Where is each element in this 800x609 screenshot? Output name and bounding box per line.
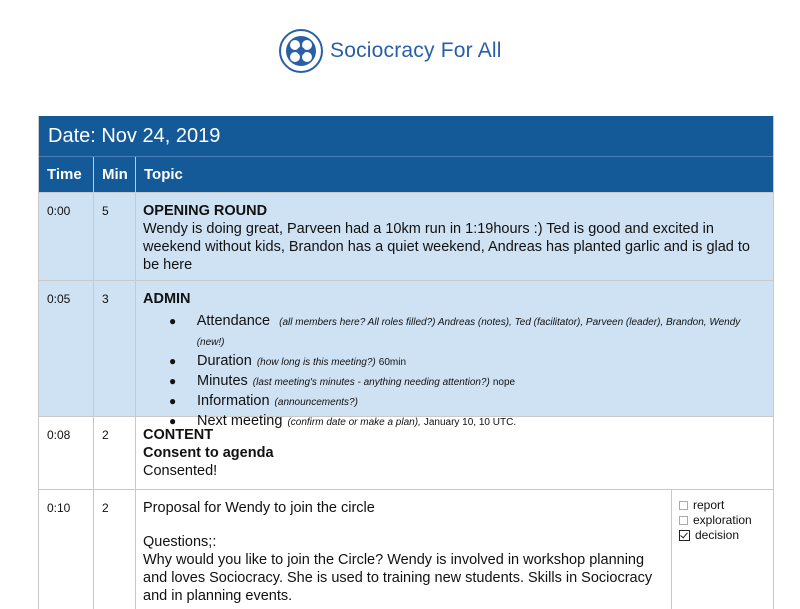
item-detail: (announcements?) <box>274 397 358 408</box>
logo <box>278 28 502 74</box>
table-header <box>39 157 773 192</box>
bullet-icon: ● <box>169 354 177 368</box>
table-row <box>39 280 773 429</box>
row-time: 0:08 <box>39 417 94 489</box>
logo-text: Sociocracy For All <box>330 39 502 62</box>
row-min: 2 <box>94 490 136 609</box>
row-time: 0:00 <box>39 193 94 280</box>
header-topic: Topic <box>144 166 183 183</box>
row-topic <box>136 417 773 489</box>
item-title: Information <box>197 393 270 409</box>
list-item <box>169 312 765 352</box>
row-body: Consented! <box>143 463 218 479</box>
row-time: 0:10 <box>39 490 94 609</box>
row-title: CONTENT <box>143 427 214 443</box>
row-subtitle: Consent to agenda <box>143 445 274 461</box>
checkbox-icon[interactable] <box>679 501 688 510</box>
proposal-cell <box>136 490 672 609</box>
item-detail: (how long is this meeting?) <box>256 357 376 368</box>
item-title: Minutes <box>197 373 248 389</box>
list-item <box>169 372 765 392</box>
questions-label: Questions;: <box>143 534 217 550</box>
table-row <box>39 416 773 489</box>
row-time: 0:05 <box>39 281 94 416</box>
type-options <box>672 490 773 609</box>
admin-list <box>143 312 765 432</box>
row-title: OPENING ROUND <box>143 203 268 219</box>
header-min: Min <box>94 157 136 192</box>
table-row <box>39 489 773 609</box>
item-detail: (confirm date or make a plan), <box>287 417 421 428</box>
option-decision[interactable] <box>679 528 773 543</box>
row-min: 3 <box>94 281 136 416</box>
row-min: 5 <box>94 193 136 280</box>
list-item <box>169 352 765 372</box>
bullet-icon: ● <box>169 374 177 388</box>
bullet-icon: ● <box>169 414 177 428</box>
table-row <box>39 192 773 280</box>
row-topic <box>136 281 773 429</box>
item-title: Attendance <box>196 313 271 329</box>
option-label: exploration <box>693 513 752 527</box>
option-label: report <box>693 498 725 512</box>
item-answer: nope <box>492 377 516 388</box>
item-title: Next meeting <box>197 413 283 429</box>
date-heading: Date: Nov 24, 2019 <box>39 116 773 157</box>
bullet-icon: ● <box>169 394 177 408</box>
row-body: Why would you like to join the Circle? Wendy is involved in workshop planning and loves Sociocracy. She is used to training new students. Skills in Sociocracy and in planning events. <box>143 552 653 604</box>
item-detail: (last meeting's minutes - anything needing attention?) <box>252 377 490 388</box>
row-min: 2 <box>94 417 136 489</box>
agenda-table <box>38 116 774 609</box>
item-title: Duration <box>197 353 252 369</box>
checkbox-icon[interactable] <box>679 516 688 525</box>
list-item <box>169 392 765 412</box>
row-title: ADMIN <box>143 291 191 307</box>
item-detail: (all members here? All roles filled?) Andreas (notes), Ted (facilitator), Parveen (leader), Brandon, Wendy (new!) <box>196 317 741 348</box>
row-body: Wendy is doing great, Parveen had a 10km run in 1:19hours :) Ted is good and excited in weekend without kids, Brandon has a quiet weekend, Andreas has planted garlic and is glad to be here <box>143 221 750 273</box>
sociocracy-logo-icon <box>278 28 324 74</box>
option-report[interactable] <box>679 498 773 513</box>
option-exploration[interactable] <box>679 513 773 528</box>
header-time: Time <box>39 157 94 192</box>
item-answer: January 10, 10 UTC. <box>423 417 517 428</box>
checkbox-checked-icon[interactable] <box>679 530 690 541</box>
row-topic <box>136 490 773 609</box>
option-label: decision <box>695 528 740 542</box>
row-title: Proposal for Wendy to join the circle <box>143 500 375 516</box>
row-topic <box>136 193 773 280</box>
item-answer: 60min <box>378 357 407 368</box>
bullet-icon: ● <box>169 314 177 328</box>
